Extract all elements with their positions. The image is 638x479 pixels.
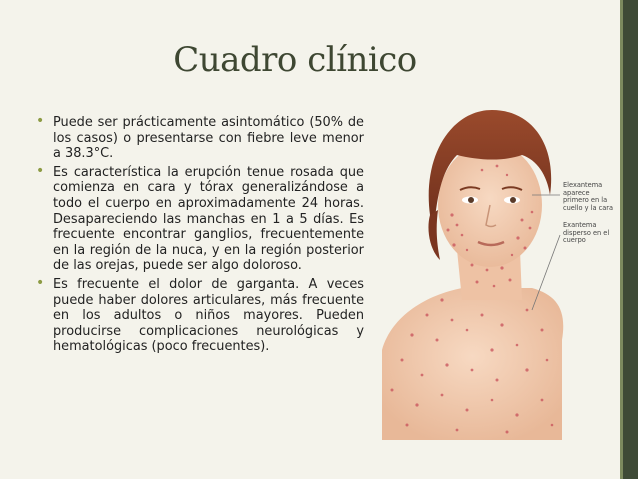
shoulders (382, 288, 563, 440)
bullet-icon: • (36, 162, 45, 179)
bullet-text: Es característica la erupción tenue rosada que comienza en cara y tórax generalizándose a todo el cuerpo en aproximadamente 24 horas. Desapareciendo las manchas en 1 a 5 días. Es frecuente encontrar ganglios, frecuentemente en la región de la nuca, y en la región posterior de las orejas, puede ser algo doloroso. (53, 164, 364, 274)
bullet-item (36, 162, 364, 274)
bullet-item (36, 115, 364, 162)
side-bar (620, 0, 638, 479)
bullet-text: Es frecuente el dolor de garganta. A veces puede haber dolores articulares, más frecuente en los adultos o niños mayores. Pueden producirse complicaciones neurológicas y hematológicas (poco frecuentes). (53, 276, 364, 355)
bullet-item (36, 274, 364, 355)
bullet-icon: • (36, 274, 45, 291)
figure-label-face: Elexantema aparece primero en la cuello y la cara (563, 181, 614, 212)
hair-side (428, 210, 440, 260)
bullet-text: Puede ser prácticamente asintomático (50% de los casos) o presentarse con fiebre leve menor a 38.3°C. (53, 115, 364, 162)
side-bar-accent (620, 0, 623, 479)
bullet-list (36, 115, 364, 358)
bullet-icon: • (36, 113, 45, 129)
slide-title: Cuadro clínico (173, 40, 417, 80)
rash-illustration (382, 100, 618, 440)
figure-label-body: Exantema disperso en el cuerpo (563, 221, 610, 244)
